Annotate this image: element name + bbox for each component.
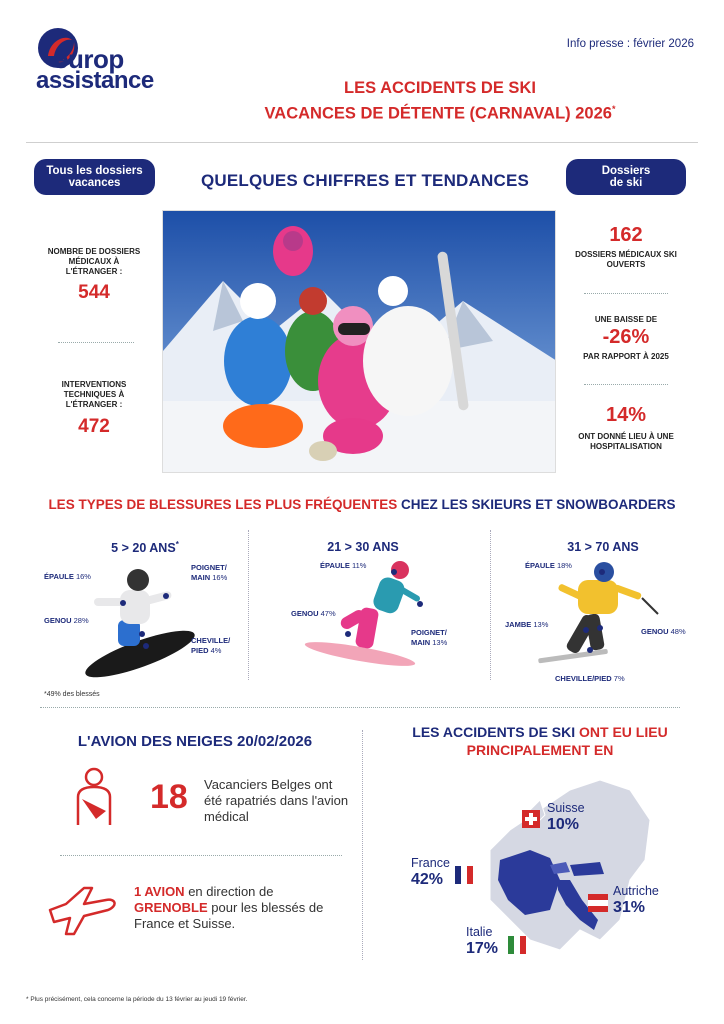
injury-name: GENOU [44, 616, 72, 625]
divider [60, 855, 342, 856]
age-group-heading [70, 540, 220, 555]
avion-title: L'AVION DES NEIGES 20/02/2026 [77, 733, 313, 750]
stat-label: INTERVENTIONS TECHNIQUES À L'ÉTRANGER : [61, 380, 127, 409]
plane-text: pour les blessés de France et Suisse. [134, 900, 324, 931]
injury-pct: 48% [670, 627, 686, 636]
photo-illustration [163, 211, 556, 473]
injury-pct: 28% [73, 616, 89, 625]
age-star: * [175, 540, 179, 549]
left-pill: Tous les dossiers vacances [34, 159, 155, 195]
country-pct: 10% [547, 816, 580, 833]
plane-city: GRENOBLE [134, 900, 208, 915]
avion-text: Vacanciers Belges ont été rapatriés dans l'avion médical [204, 777, 349, 824]
divider [26, 142, 698, 143]
stat-value: 472 [78, 416, 110, 437]
country-autriche [613, 884, 659, 917]
accidents-title [395, 723, 685, 759]
country-italie [466, 925, 498, 958]
page-title [250, 78, 630, 125]
injury-label [411, 628, 456, 648]
country-pct: 31% [613, 899, 646, 916]
country-name: Autriche [613, 884, 659, 898]
injury-label [44, 572, 91, 582]
injury-name: CHEVILLE/PIED [555, 674, 612, 683]
stat-value: 544 [78, 282, 110, 303]
divider [584, 384, 668, 385]
austrian-flag-icon [588, 894, 608, 912]
age-group-heading: 31 > 70 ANS [567, 540, 639, 554]
injury-pct: 13% [533, 620, 549, 629]
country-suisse [547, 801, 585, 834]
accidents-title-navy: LES ACCIDENTS DE SKI [412, 724, 576, 740]
divider [490, 530, 491, 680]
page-footnote: * Plus précisément, cela concerne la période du 13 février au jeudi 19 février. [26, 996, 248, 1003]
injury-pct: 13% [432, 638, 448, 647]
plane-text: en direction de [184, 884, 274, 899]
injury-label [44, 616, 89, 626]
title-star: * [611, 104, 616, 114]
swiss-flag-icon [522, 810, 540, 828]
injuries-title-navy: CHEZ LES SKIEURS ET SNOWBOARDERS [401, 497, 676, 512]
injury-pct: 18% [556, 561, 572, 570]
age-label: 5 > 20 ANS [111, 541, 176, 556]
country-pct: 42% [411, 871, 444, 888]
injury-label [291, 609, 336, 619]
injury-label [525, 561, 572, 571]
injury-pct: 11% [351, 561, 367, 570]
avion-count: 18 [150, 778, 188, 816]
injury-name: CHEVILLE/ PIED [191, 636, 231, 655]
injury-name: ÉPAULE [44, 572, 74, 581]
injury-pct: 16% [212, 573, 228, 582]
injury-pct: 47% [320, 609, 336, 618]
plane-info [134, 884, 344, 932]
skier-illustration [530, 558, 670, 670]
injury-name: GENOU [291, 609, 319, 618]
injury-name: JAMBE [505, 620, 532, 629]
stat-value: 14% [605, 404, 647, 426]
injury-label [320, 561, 366, 571]
title-line2: VACANCES DE DÉTENTE (CARNAVAL) 2026 [264, 104, 612, 123]
injuries-title-red: LES TYPES DE BLESSURES LES PLUS FRÉQUENTES [48, 497, 398, 512]
injury-label [555, 674, 625, 684]
family-ski-photo [162, 210, 556, 473]
injury-name: POIGNET/ MAIN [191, 563, 227, 582]
stat-label: ONT DONNÉ LIEU À UNE HOSPITALISATION [578, 432, 674, 451]
italian-flag-icon [508, 936, 526, 954]
divider [58, 342, 134, 343]
injury-pct: 16% [75, 572, 91, 581]
figures-heading: QUELQUES CHIFFRES ET TENDANCES [200, 171, 530, 190]
plane-count: 1 AVION [134, 884, 185, 899]
stat-label: NOMBRE DE DOSSIERS MÉDICAUX À L'ÉTRANGER : [47, 247, 141, 276]
divider [584, 293, 668, 294]
stat-pre: UNE BAISSE DE [594, 315, 658, 324]
europe-map [470, 770, 660, 970]
french-flag-icon [455, 866, 473, 884]
divider [40, 707, 680, 708]
country-name: France [411, 856, 450, 870]
country-name: Suisse [547, 801, 585, 815]
injuries-title [20, 497, 704, 512]
stat-value: -26% [602, 326, 650, 348]
stat-label: DOSSIERS MÉDICAUX SKI OUVERTS [575, 250, 677, 269]
injured-person-icon [72, 767, 116, 827]
title-line1: LES ACCIDENTS DE SKI [344, 79, 536, 97]
stat-label: PAR RAPPORT À 2025 [583, 352, 669, 361]
injuries-footnote: *49% des blessés [44, 691, 100, 698]
logo-wordmark [36, 44, 186, 94]
age-group-heading: 21 > 30 ANS [327, 540, 399, 554]
injury-name: GENOU [641, 627, 669, 636]
injury-label [191, 563, 241, 583]
accidents-title-red: ONT EU LIEU PRINCIPALEMENT EN [466, 724, 668, 758]
injury-label [641, 627, 686, 637]
divider [248, 530, 249, 680]
injury-name: POIGNET/ MAIN [411, 628, 447, 647]
injury-pct: 4% [210, 646, 222, 655]
country-pct: 17% [466, 940, 499, 957]
injury-label [191, 636, 236, 656]
injury-label [505, 620, 548, 630]
injury-name: ÉPAULE [320, 561, 350, 570]
divider [362, 730, 363, 960]
info-presse: Info presse : février 2026 [566, 38, 694, 50]
country-france [411, 856, 450, 889]
logo-line1: europ [54, 44, 124, 74]
right-pill: Dossiers de ski [566, 159, 686, 195]
injury-name: ÉPAULE [525, 561, 555, 570]
airplane-icon [44, 880, 120, 940]
snowboarder-kid-illustration [80, 562, 200, 682]
logo-line2: assistance [36, 67, 154, 94]
country-name: Italie [466, 925, 493, 939]
stat-value: 162 [609, 224, 643, 246]
injury-pct: 7% [613, 674, 625, 683]
